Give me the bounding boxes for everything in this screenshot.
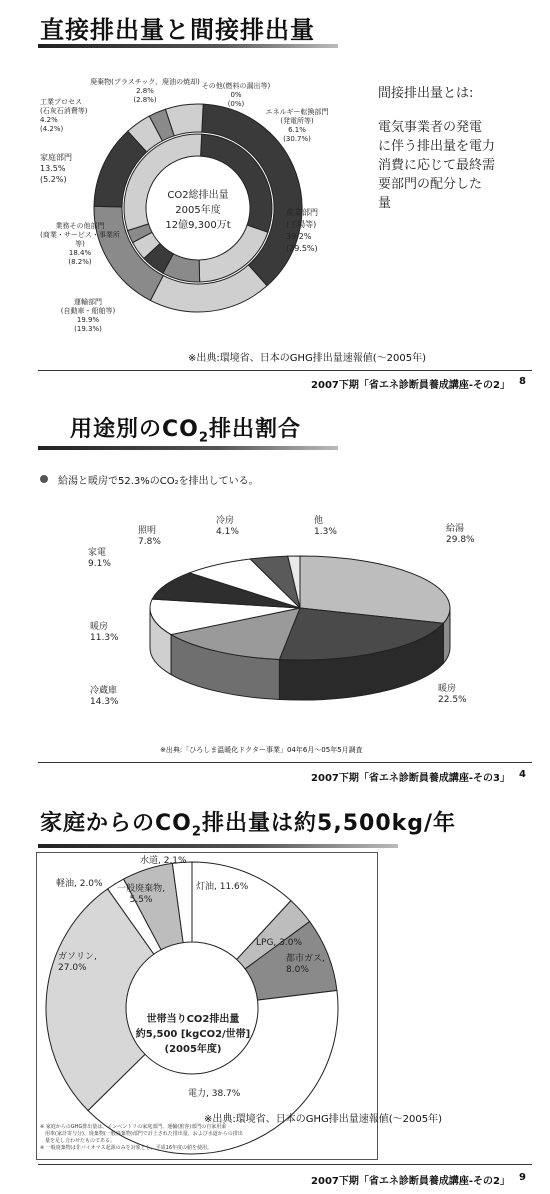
household-center-line3: (2005年度) (164, 1044, 222, 1055)
label-waste: 廃棄物(プラスチック、廃油の焼却) 2.8% (2.8%) (90, 78, 200, 104)
center-label-line2: 2005年度 (175, 205, 221, 216)
slide3-footer-line (38, 1164, 532, 1165)
label-commercial: 業務その他部門 (商業・サービス・事業所 等) 18.4% (8.2%) (40, 222, 120, 266)
label-other: その他(燃料の漏出等) 0% (0%) (201, 82, 271, 108)
slide2-footer: 2007下期「省エネ診断員養成講座-その3」 (311, 773, 510, 784)
slide2-footer-line (38, 762, 532, 763)
label-cooling: 冷房 4.1% (216, 516, 239, 537)
slide1-source: ※出典:環境省、日本のGHG排出量速報値(～2005年) (188, 353, 427, 364)
slide3-source: ※出典:環境省、日本のGHG排出量速報値(～2005年) (204, 1114, 443, 1125)
label-hot-water: 給湯 29.8% (446, 524, 475, 545)
side-text: 電気事業者の発電 に伴う排出量を電力 消費に応じて最終需 要部門の配分した 量 (378, 120, 496, 211)
slide2-title-rest: 排出割合 (209, 417, 302, 442)
slide3-title-main: 家庭からのCO (40, 811, 192, 836)
label-other-use: 他 1.3% (314, 516, 337, 537)
label-diesel: 軽油, 2.0% (56, 879, 103, 889)
label-lighting: 照明 7.8% (138, 526, 161, 547)
slide1-title: 直接排出量と間接排出量 (40, 16, 315, 44)
label-heating: 暖房 22.5% (438, 684, 467, 705)
label-city-gas: 都市ガス, 8.0% (286, 954, 325, 975)
3d-pie-chart (0, 396, 550, 792)
label-water: 水道, 2.1% (140, 856, 187, 866)
slide2-title-main: 用途別のCO (70, 417, 199, 442)
label-general-waste: 一般廃棄物, 5.5% (117, 884, 165, 905)
side-heading: 間接排出量とは: (378, 86, 474, 101)
slide3-title-rest: 排出量は約5,500kg/年 (202, 811, 457, 836)
center-label-line1: CO2総排出量 (167, 190, 229, 201)
slide1-page-number: 8 (519, 376, 526, 387)
label-electricity: 電力, 38.7% (188, 1089, 241, 1099)
household-center-line2: 約5,500 [kgCO2/世帯] (135, 1029, 251, 1040)
slide1-footer-line (38, 370, 532, 371)
label-energy-conversion: エネルギー転換部門 (発電所等) 6.1% (30.7%) (265, 108, 329, 143)
slide-direct-indirect (0, 0, 550, 396)
slide3-footer: 2007下期「省エネ診断員養成講座-その2」 (311, 1176, 510, 1187)
slide3-title-sub: 2 (191, 824, 203, 840)
slide3-footnote: ※ 家庭からのGHG排出量は、インベントリの家庭部門、運輸(旅客)部門の自家用乗 用車(家計寄与分)、廃棄物(一般廃棄物)部門で計上された排出量、および水道からの排出 量を足し合わせたものである。 ※ 一般廃棄物は非バイオマス起源のみを対象とし、平成16年度の値を使用。 (40, 1124, 243, 1151)
label-industrial-process: 工業プロセス (石灰石消費等) 4.2% (4.2%) (40, 98, 88, 133)
slide-usage-share (0, 396, 550, 792)
label-kerosene: 灯油, 11.6% (196, 882, 249, 892)
household-center-line1: 世帯当りCO2排出量 (146, 1014, 240, 1025)
slide-household-co2 (0, 792, 550, 1194)
label-gasoline: ガソリン, 27.0% (58, 952, 97, 973)
center-label-line3: 12億9,300万t (165, 220, 231, 231)
label-household: 家庭部門 13.5% (5.2%) (40, 153, 72, 184)
slide2-page-number: 4 (519, 769, 526, 780)
slide3-page-number: 9 (519, 1172, 526, 1183)
label-lpg: LPG, 3.0% (256, 938, 303, 948)
slide2-source: ※出典:「ひろしま温暖化ドクター事業」04年6月～05年5月調査 (160, 746, 363, 754)
label-heating-2: 暖房 11.3% (90, 622, 119, 643)
slide2-bullet-text: 給湯と暖房で52.3%のCO₂を排出している。 (58, 476, 259, 487)
label-industry: 産業部門 (工場等) 39.2% (29.5%) (286, 208, 318, 253)
slide2-title-sub: 2 (198, 430, 210, 446)
label-refrigerator: 冷蔵庫 14.3% (90, 686, 119, 707)
slide1-footer: 2007下期「省エネ診断員養成講座-その2」 (311, 380, 510, 391)
label-appliances: 家電 9.1% (88, 548, 111, 569)
label-transport: 運輸部門 (自動車・船舶等) 19.9% (19.3%) (60, 298, 116, 333)
